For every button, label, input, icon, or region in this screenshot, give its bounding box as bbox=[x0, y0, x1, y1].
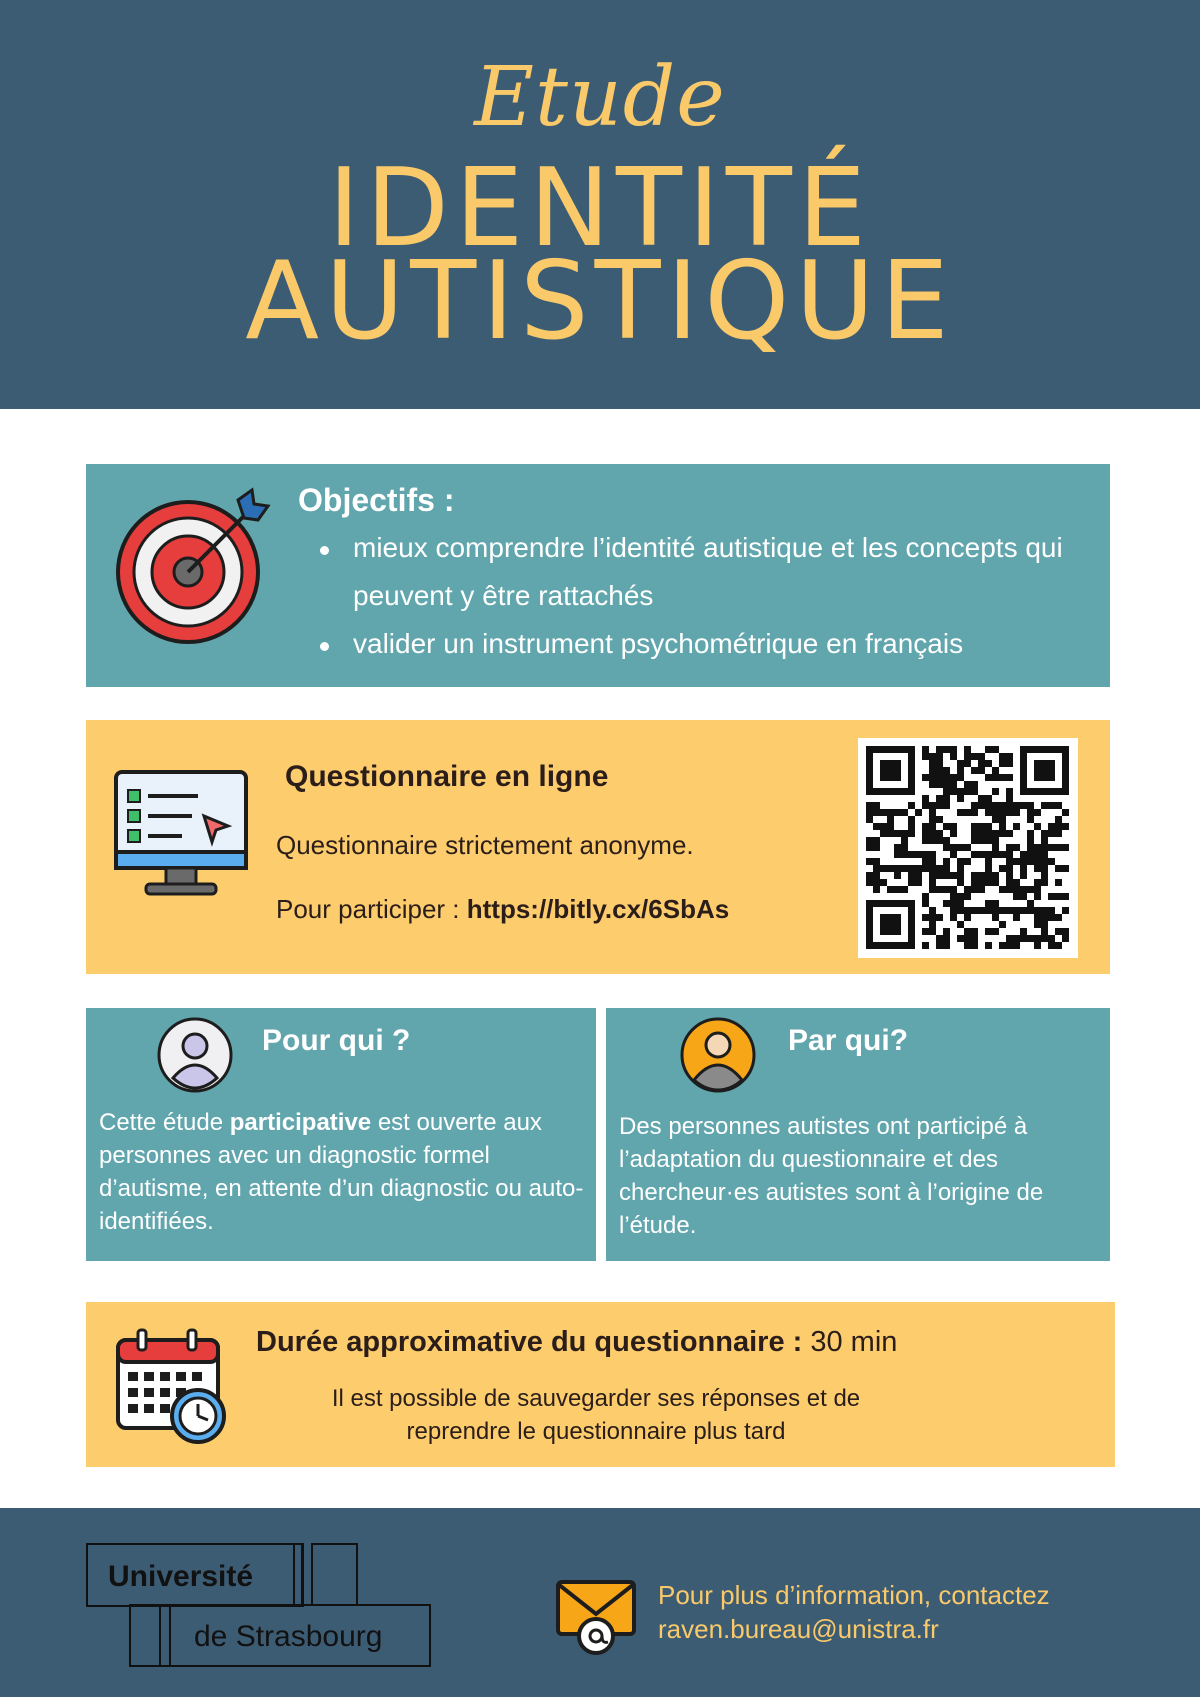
duration-panel bbox=[86, 1302, 1115, 1467]
user-icon bbox=[156, 1016, 234, 1094]
survey-link[interactable]: https://bitly.cx/6SbAs bbox=[466, 894, 730, 924]
contact-email[interactable]: raven.bureau@unistra.fr bbox=[658, 1614, 939, 1644]
list-item: mieux comprendre l’identité autistique et les concepts qui peuvent y être rattachés bbox=[318, 524, 1098, 620]
questionnaire-title: Questionnaire en ligne bbox=[285, 760, 609, 793]
qr-code-icon[interactable] bbox=[858, 738, 1078, 958]
header-banner bbox=[0, 0, 1200, 409]
contact-text bbox=[658, 1578, 1050, 1646]
objectives-panel bbox=[86, 464, 1110, 687]
by-whom-title: Par qui? bbox=[788, 1024, 909, 1057]
duration-note: Il est possible de sauvegarder ses réponses et de reprendre le questionnaire plus tard bbox=[331, 1385, 861, 1445]
contact-line-1: Pour plus d’information, contactez bbox=[658, 1580, 1050, 1610]
title-line-1: IDENTITÉ bbox=[327, 146, 873, 271]
target-icon bbox=[112, 486, 272, 646]
mail-at-icon bbox=[556, 1578, 636, 1656]
participate-line bbox=[276, 894, 729, 925]
footer bbox=[0, 1508, 1200, 1697]
by-whom-panel bbox=[606, 1008, 1110, 1261]
by-whom-text: Des personnes autistes ont participé à l’adaptation du questionnaire et des chercheur·es autistes sont à l’origine de l’étude. bbox=[619, 1113, 1044, 1239]
for-whom-title: Pour qui ? bbox=[262, 1024, 411, 1057]
objectives-list bbox=[318, 524, 1098, 668]
duration-value: 30 min bbox=[810, 1326, 898, 1358]
questionnaire-panel bbox=[86, 720, 1110, 974]
person-icon bbox=[679, 1016, 757, 1094]
computer-survey-icon bbox=[112, 766, 250, 902]
duration-title: Durée approximative du questionnaire : 30 min bbox=[256, 1326, 898, 1358]
title-line-2: AUTISTIQUE bbox=[245, 239, 955, 364]
objectives-title: Objectifs : bbox=[298, 482, 455, 518]
logo-line-1: Université bbox=[108, 1560, 254, 1593]
for-whom-panel bbox=[86, 1008, 596, 1261]
calendar-clock-icon bbox=[114, 1326, 230, 1446]
list-item: valider un instrument psychométrique en français bbox=[318, 620, 1098, 668]
etude-script-title: Etude bbox=[474, 50, 726, 145]
participate-label: Pour participer : bbox=[276, 894, 467, 924]
logo-line-2: de Strasbourg bbox=[194, 1620, 383, 1653]
for-whom-text: Cette étude participative est ouverte aux personnes avec un diagnostic formel d’autisme, en attente d’un diagnostic ou auto-identifiées. bbox=[99, 1109, 584, 1235]
anonymous-text: Questionnaire strictement anonyme. bbox=[276, 830, 694, 860]
